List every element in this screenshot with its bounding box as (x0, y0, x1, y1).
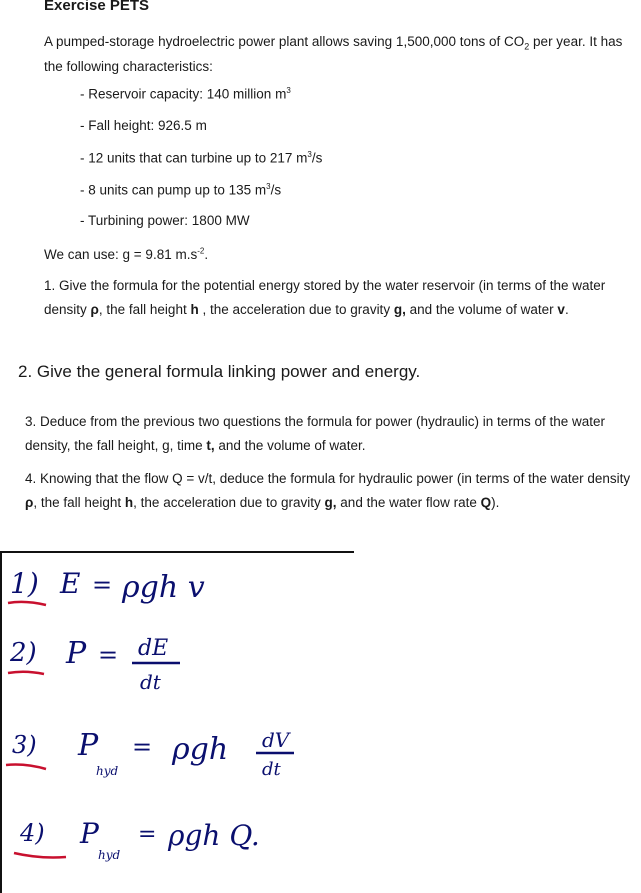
answer-2-lhs: P (66, 636, 87, 671)
q1-rho: ρ (90, 301, 99, 317)
answer-1 (8, 567, 205, 605)
q1-v: v (557, 301, 565, 317)
answer-4-lhs: P (80, 817, 99, 850)
q1-g: g, (393, 301, 406, 317)
q4-h: h (124, 494, 134, 510)
characteristic-sup: 3 (286, 86, 291, 95)
gravity-sup: -2 (197, 246, 205, 256)
question-2: 2. Give the general formula linking power and energy. (18, 362, 421, 381)
answer-3-underline (6, 765, 46, 770)
q4-rho: ρ (25, 494, 34, 510)
characteristic-text: - Fall height: 926.5 m (80, 118, 207, 133)
exercise-title: Exercise PETS (44, 0, 150, 14)
answer-3-equals: = (132, 733, 153, 761)
q3-text: 3. Deduce from the previous two questions the formula for power (hydraulic) in terms of the water density, the fall height, g, time (25, 414, 606, 453)
answer-2-denominator: dt (140, 670, 161, 694)
answer-3-subscript: hyd (96, 764, 119, 778)
q4-text: and the water flow rate (336, 494, 481, 510)
characteristic-item (80, 213, 250, 228)
q3-t: t, (206, 437, 215, 453)
answer-1-equals: = (92, 571, 113, 599)
answer-3-lhs: P (78, 728, 99, 763)
q4-text: 4. Knowing that the flow Q = v/t, deduce the formula for hydraulic power (in terms of the water density (25, 471, 631, 486)
question-1 (44, 274, 629, 321)
intro-paragraph (44, 30, 624, 79)
intro-text-2: per year. It has the following characteristics: (44, 34, 623, 75)
answer-2-number: 2) (10, 638, 37, 668)
answer-1-rhs: ρgh v (122, 570, 205, 605)
answer-2-equals: = (98, 641, 119, 669)
question-3 (25, 410, 641, 457)
gravity-text: We can use: g = 9.81 m.s (44, 247, 198, 262)
q1-text: and the volume of water (405, 301, 558, 317)
gravity-post: . (204, 247, 209, 262)
characteristic-text: - 8 units can pump up to 135 m (80, 182, 267, 198)
characteristic-item (80, 86, 291, 102)
answer-3-denominator: dt (262, 759, 281, 780)
answer-1-number: 1) (10, 567, 39, 600)
answer-3 (6, 728, 294, 780)
answer-4-equals: = (138, 822, 157, 847)
q3-text: and the volume of water. (214, 437, 366, 453)
q4-text: , the acceleration due to gravity (133, 494, 325, 510)
characteristic-item (80, 182, 281, 198)
characteristic-post: /s (311, 150, 323, 166)
answer-4 (14, 817, 260, 862)
intro-text-1: A pumped-storage hydroelectric power plant allows saving 1,500,000 tons of CO (44, 34, 525, 49)
answer-4-underline (14, 853, 66, 858)
q4-text: , the fall height (33, 494, 125, 510)
co2-subscript: 2 (524, 41, 530, 52)
handwritten-answers (0, 553, 641, 893)
answer-2 (8, 636, 180, 694)
characteristic-post: /s (270, 182, 282, 198)
q1-text: 1. Give the formula for the potential energy stored by the water reservoir (in terms of the water density (44, 278, 606, 317)
characteristic-text: - Turbining power: 1800 MW (80, 213, 250, 228)
q1-text: , the fall height (98, 301, 191, 317)
answer-1-underline (8, 602, 46, 605)
q1-text: , the acceleration due to gravity (198, 301, 394, 317)
answer-1-lhs: E (60, 567, 81, 600)
answer-2-underline (8, 672, 44, 674)
characteristic-text: - 12 units that can turbine up to 217 m (80, 150, 308, 166)
characteristic-sup: 3 (266, 182, 271, 191)
characteristic-item (80, 118, 207, 133)
q1-h: h (190, 301, 199, 317)
answer-4-rhs: ρgh Q. (168, 819, 260, 852)
gravity-note (44, 243, 208, 267)
q1-text: . (564, 301, 569, 317)
answer-3-rhs: ρgh (172, 732, 229, 767)
q4-Q: Q (480, 494, 492, 510)
answer-4-number: 4) (20, 819, 45, 847)
answer-3-number: 3) (12, 731, 37, 759)
q4-text: ). (491, 494, 500, 510)
characteristic-sup: 3 (307, 150, 312, 159)
answer-2-numerator: dE (138, 636, 169, 661)
answer-3-numerator: dV (262, 728, 290, 752)
question-4 (25, 467, 641, 514)
characteristic-item (80, 150, 322, 166)
characteristic-text: - Reservoir capacity: 140 million m (80, 86, 287, 102)
q4-g: g, (324, 494, 337, 510)
answer-4-subscript: hyd (98, 848, 121, 862)
